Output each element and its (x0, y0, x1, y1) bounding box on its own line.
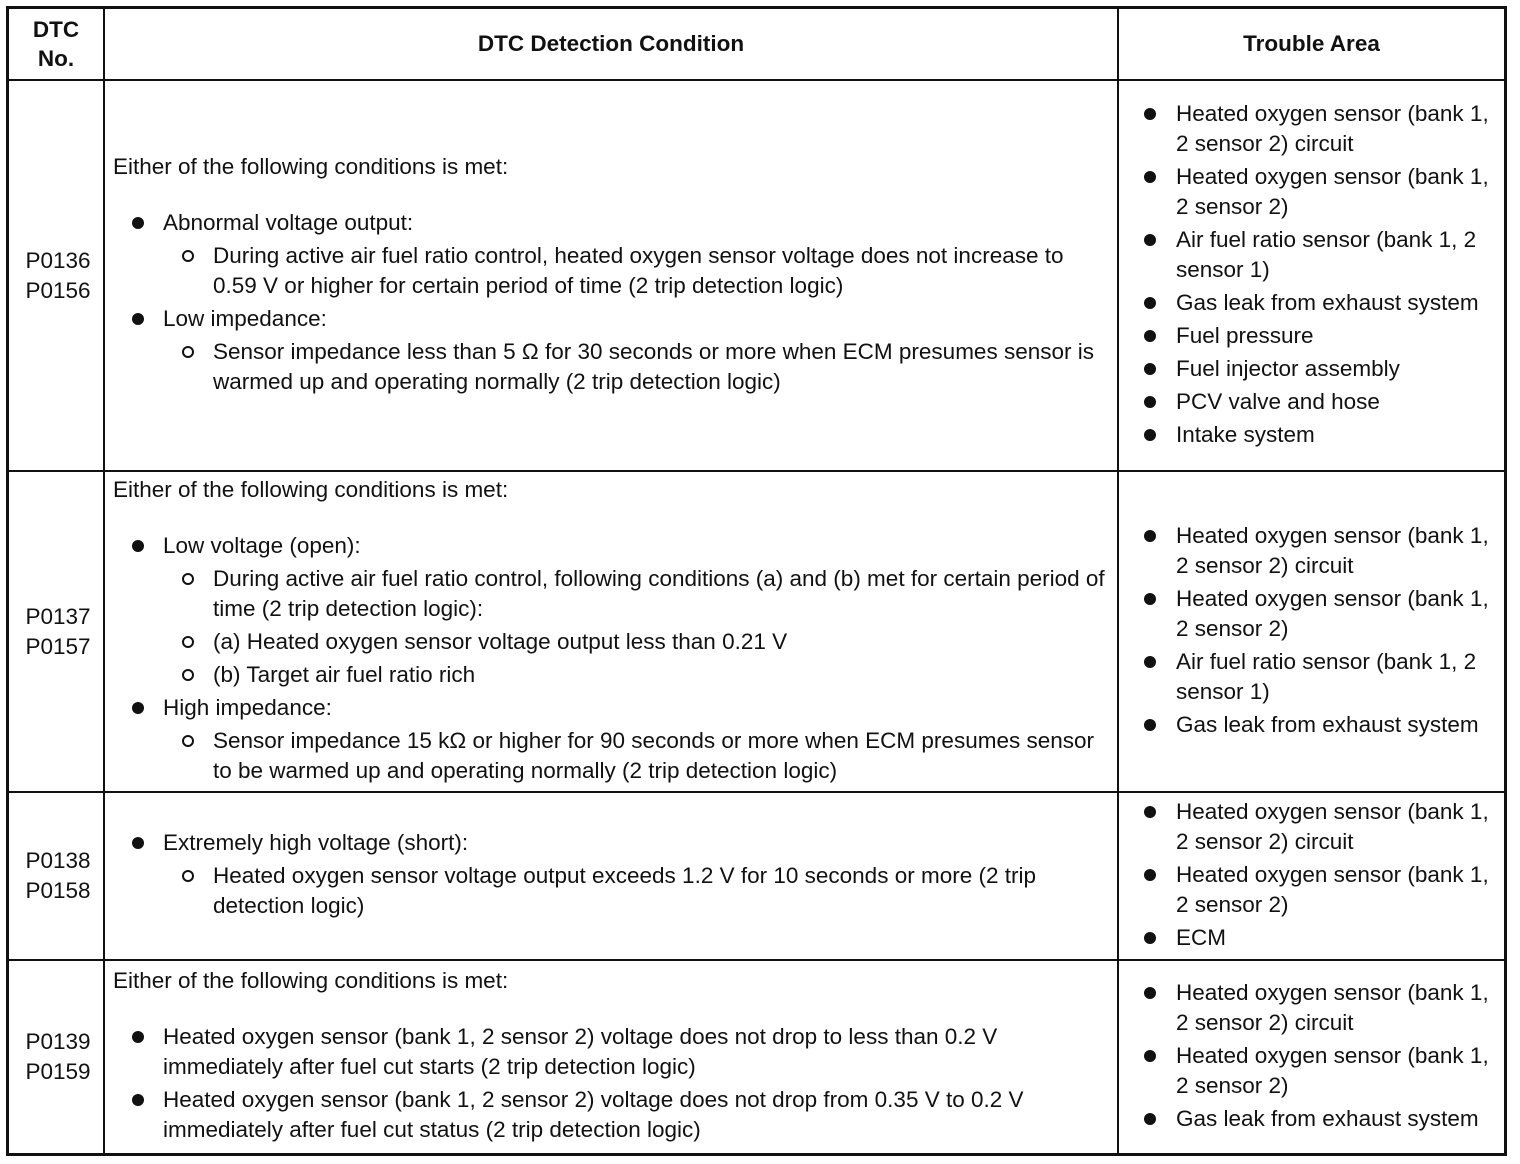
condition-item-text: Low voltage (open): (163, 532, 361, 558)
condition-subitem: (b) Target air fuel ratio rich (213, 660, 1111, 690)
condition-intro: Either of the following conditions is met: (113, 153, 509, 179)
condition-subitem: Sensor impedance less than 5 Ω for 30 seconds or more when ECM presumes sensor is warmed up and operating normally (2 trip detection logic) (213, 337, 1111, 397)
row3-dtc-codes (9, 793, 103, 959)
trouble-item: Intake system (1176, 420, 1498, 450)
row4-dtc-codes (9, 961, 103, 1153)
trouble-item: Gas leak from exhaust system (1176, 288, 1498, 318)
dtc-code: P0156 (25, 277, 91, 303)
trouble-item: Heated oxygen sensor (bank 1, 2 sensor 2) (1176, 860, 1498, 920)
trouble-item: Air fuel ratio sensor (bank 1, 2 sensor 1) (1176, 225, 1498, 285)
row1-dtc-codes (9, 81, 103, 470)
condition-item (163, 1022, 1111, 1082)
trouble-item: Heated oxygen sensor (bank 1, 2 sensor 2) circuit (1176, 99, 1498, 159)
trouble-item: Heated oxygen sensor (bank 1, 2 sensor 2) circuit (1176, 521, 1498, 581)
header-condition-label: DTC Detection Condition (477, 31, 745, 56)
condition-subitem: Sensor impedance 15 kΩ or higher for 90 seconds or more when ECM presumes sensor to be warmed up and operating normally (2 trip detection logic) (213, 726, 1111, 786)
condition-item-text: Extremely high voltage (short): (163, 830, 469, 855)
row2-condition (105, 472, 1117, 791)
header-dtc-no (9, 9, 103, 79)
condition-item (163, 693, 1111, 786)
condition-subitem: Heated oxygen sensor voltage output exceeds 1.2 V for 10 seconds or more (2 trip detection logic) (213, 861, 1111, 921)
dtc-code: P0136 (25, 247, 91, 273)
condition-item-text: Heated oxygen sensor (bank 1, 2 sensor 2) voltage does not drop from 0.35 V to 0.2 V immediately after fuel cut status (2 trip detection logic) (163, 1087, 1024, 1142)
trouble-item: ECM (1176, 923, 1498, 953)
header-dtc-no-label: DTC No. (32, 17, 80, 71)
trouble-item: Heated oxygen sensor (bank 1, 2 sensor 2) (1176, 1041, 1498, 1101)
trouble-item: Fuel injector assembly (1176, 354, 1498, 384)
dtc-table (6, 6, 1507, 1156)
trouble-item: Gas leak from exhaust system (1176, 710, 1498, 740)
condition-item-text: High impedance: (163, 694, 332, 720)
condition-subitem: During active air fuel ratio control, heated oxygen sensor voltage does not increase to 0.59 V or higher for certain period of time (2 trip detection logic) (213, 241, 1111, 301)
row3-trouble-area (1119, 793, 1504, 959)
row2-dtc-codes (9, 472, 103, 791)
dtc-code: P0157 (25, 633, 91, 659)
condition-intro: Either of the following conditions is met: (113, 968, 509, 993)
dtc-code: P0138 (25, 848, 91, 873)
dtc-code: P0159 (25, 1059, 91, 1084)
header-condition (105, 9, 1117, 79)
condition-intro: Either of the following conditions is met: (113, 476, 509, 502)
row4-condition (105, 961, 1117, 1153)
condition-item-text: Heated oxygen sensor (bank 1, 2 sensor 2) voltage does not drop to less than 0.2 V immediately after fuel cut starts (2 trip detection logic) (163, 1024, 998, 1079)
trouble-item: Fuel pressure (1176, 321, 1498, 351)
condition-subitem: During active air fuel ratio control, following conditions (a) and (b) met for certain period of time (2 trip detection logic): (213, 564, 1111, 624)
trouble-item: Air fuel ratio sensor (bank 1, 2 sensor 1) (1176, 647, 1498, 707)
condition-item-text: Abnormal voltage output: (163, 209, 414, 235)
trouble-item: Heated oxygen sensor (bank 1, 2 sensor 2) (1176, 162, 1498, 222)
condition-item (163, 208, 1111, 301)
trouble-item: Heated oxygen sensor (bank 1, 2 sensor 2) (1176, 584, 1498, 644)
condition-item (163, 531, 1111, 690)
condition-item (163, 1085, 1111, 1145)
header-trouble-area-label: Trouble Area (1243, 31, 1380, 56)
row4-trouble-area (1119, 961, 1504, 1153)
row1-condition (105, 81, 1117, 470)
trouble-item: Gas leak from exhaust system (1176, 1104, 1498, 1134)
dtc-code: P0139 (25, 1029, 91, 1054)
trouble-item: Heated oxygen sensor (bank 1, 2 sensor 2) circuit (1176, 797, 1498, 857)
condition-subitem: (a) Heated oxygen sensor voltage output less than 0.21 V (213, 627, 1111, 657)
header-trouble-area (1119, 9, 1504, 79)
row2-trouble-area (1119, 472, 1504, 791)
row1-trouble-area (1119, 81, 1504, 470)
trouble-item: PCV valve and hose (1176, 387, 1498, 417)
dtc-code: P0158 (25, 878, 91, 903)
condition-item (163, 304, 1111, 397)
condition-item (163, 828, 1111, 921)
dtc-code: P0137 (25, 603, 91, 629)
row3-condition (105, 793, 1117, 959)
condition-item-text: Low impedance: (163, 305, 327, 331)
trouble-item: Heated oxygen sensor (bank 1, 2 sensor 2) circuit (1176, 978, 1498, 1038)
